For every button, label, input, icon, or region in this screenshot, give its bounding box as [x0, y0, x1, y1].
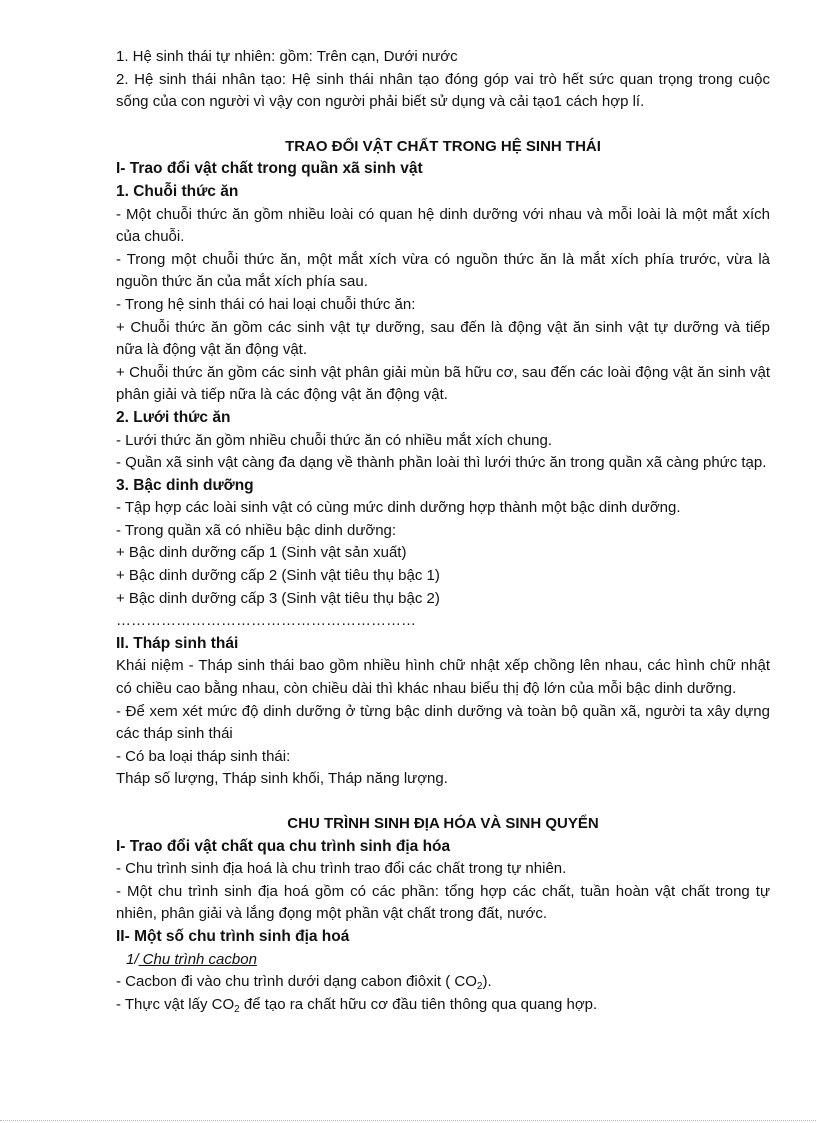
paragraph: - Quần xã sinh vật càng đa dạng về thành phần loài thì lưới thức ăn trong quần xã càng phức tạp.	[116, 454, 767, 472]
intro-line-1: 1. Hệ sinh thái tự nhiên: gồm: Trên cạn, Dưới nước	[116, 48, 458, 65]
list-item: + Bậc dinh dưỡng cấp 2 (Sinh vật tiêu thụ bậc 1)	[116, 567, 440, 585]
paragraph: - Có ba loại tháp sinh thái:	[116, 747, 291, 765]
subheading-food-web: 2. Lưới thức ăn	[116, 408, 231, 426]
list-item: + Bậc dinh dưỡng cấp 1 (Sinh vật sản xuất)	[116, 544, 407, 562]
paragraph: Tháp số lượng, Tháp sinh khối, Tháp năng lượng.	[116, 770, 448, 788]
text-part: - Thực vật lấy CO	[116, 995, 235, 1013]
section2-heading-1: I- Trao đổi vật chất qua chu trình sinh địa hóa	[116, 837, 451, 855]
text-part: để tạo ra chất hữu cơ đầu tiên thông qua quang hợp.	[239, 995, 598, 1013]
paragraph: + Chuỗi thức ăn gồm các sinh vật tự dưỡng, sau đến là động vật ăn sinh vật tự dưỡng và tiếp nữa là động vật ăn động vật.	[116, 318, 770, 359]
section1-title: TRAO ĐỔI VẬT CHẤT TRONG HỆ SINH THÁI	[285, 137, 601, 155]
section2-title: CHU TRÌNH SINH ĐỊA HÓA VÀ SINH QUYỂN	[287, 815, 599, 832]
paragraph-co2-intake	[116, 971, 770, 994]
paragraph-photosynthesis	[116, 994, 770, 1017]
subheading-trophic-level: 3. Bậc dinh dưỡng	[116, 476, 254, 494]
page-bottom-border	[0, 1120, 816, 1121]
dotted-separator: ……………………………………………………	[116, 612, 416, 630]
document-page	[116, 46, 770, 1016]
intro-line-2: 2. Hệ sinh thái nhân tạo: Hệ sinh thái nhân tạo đóng góp vai trò hết sức quan trọng trong cuộc sống của con người vì vậy con người phải biết sử dụng và cải tạo1 cách hợp lí.	[116, 70, 770, 111]
paragraph: - Trong hệ sinh thái có hai loại chuỗi thức ăn:	[116, 295, 416, 313]
paragraph: - Một chuỗi thức ăn gồm nhiều loài có quan hệ dinh dưỡng với nhau và mỗi loài là một mắt xích của chuỗi.	[116, 205, 770, 246]
italic-title: Chu trình cacbon	[138, 950, 257, 968]
spacer	[116, 791, 770, 813]
spacer	[116, 114, 770, 136]
paragraph: - Trong một chuỗi thức ăn, một mắt xích vừa có nguồn thức ăn là mắt xích phía trước, vừa là nguồn thức ăn của mắt xích phía sau.	[116, 250, 770, 291]
subscript: 2	[476, 981, 483, 993]
paragraph: - Lưới thức ăn gồm nhiều chuỗi thức ăn có nhiều mắt xích chung.	[116, 431, 553, 449]
subheading-food-chain: 1. Chuỗi thức ăn	[116, 182, 239, 200]
list-item: + Bậc dinh dưỡng cấp 3 (Sinh vật tiêu thụ bậc 2)	[116, 589, 440, 607]
text-part: ).	[482, 973, 492, 991]
paragraph: - Để xem xét mức độ dinh dưỡng ở từng bậc dinh dưỡng và toàn bộ quần xã, người ta xây dựng các tháp sinh thái	[116, 702, 770, 743]
section1-heading-1: I- Trao đổi vật chất trong quần xã sinh vật	[116, 160, 423, 178]
text-part: - Cacbon đi vào chu trình dưới dạng cabon điôxit ( CO	[116, 973, 477, 991]
italic-subheading-carbon-cycle	[116, 949, 770, 972]
section2-heading-2: II- Một số chu trình sinh địa hoá	[116, 927, 350, 945]
italic-prefix: 1/	[126, 950, 139, 968]
section1-heading-2: II. Tháp sinh thái	[116, 634, 239, 652]
paragraph: + Chuỗi thức ăn gồm các sinh vật phân giải mùn bã hữu cơ, sau đến các loài động vật ăn sinh vật phân giải và tiếp nữa là các động vật ăn động vật.	[116, 363, 770, 404]
paragraph: Khái niệm - Tháp sinh thái bao gồm nhiều hình chữ nhật xếp chồng lên nhau, các hình chữ nhật có chiều cao bằng nhau, còn chiều dài thì khác nhau biểu thị độ lớn của mỗi bậc dinh dưỡng.	[116, 657, 770, 698]
paragraph: - Trong quần xã có nhiều bậc dinh dưỡng:	[116, 521, 397, 539]
paragraph: - Tập hợp các loài sinh vật có cùng mức dinh dưỡng hợp thành một bậc dinh dưỡng.	[116, 499, 681, 517]
paragraph: - Một chu trình sinh địa hoá gồm có các phần: tổng hợp các chất, tuần hoàn vật chất trong tự nhiên, phân giải và lắng đọng một phần vật chất trong đất, nước.	[116, 882, 770, 923]
paragraph: - Chu trình sinh địa hoá là chu trình trao đổi các chất trong tự nhiên.	[116, 860, 567, 878]
subscript: 2	[234, 1003, 240, 1015]
